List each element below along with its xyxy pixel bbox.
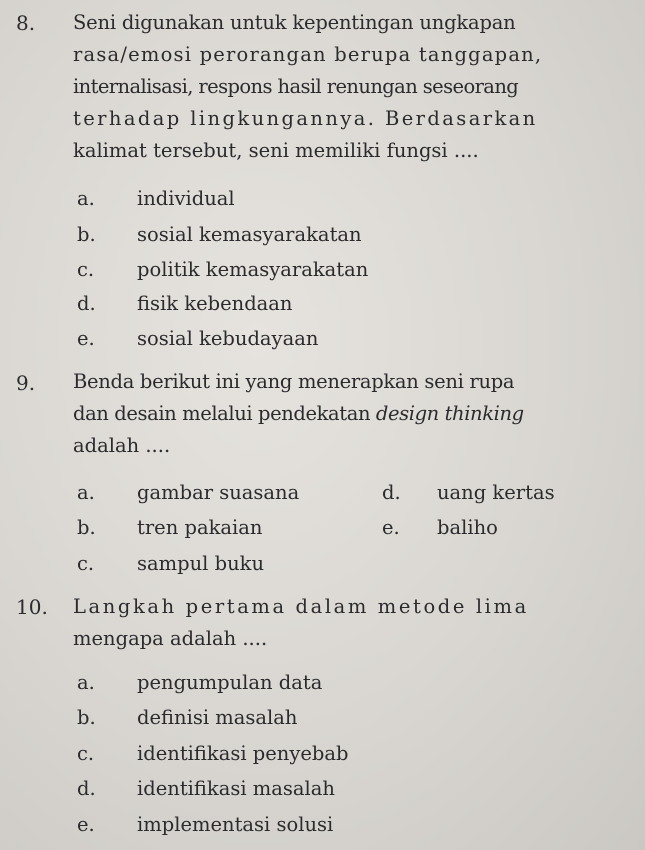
option-letter: a. — [77, 671, 95, 694]
question-stem — [73, 7, 633, 167]
option-letter: c. — [77, 742, 95, 765]
stem-text: dan desain melalui pendekatan — [73, 402, 376, 425]
option-letter: d. — [382, 481, 401, 504]
option-d — [382, 478, 555, 508]
option-letter: a. — [77, 481, 95, 504]
option-text: definisi masalah — [137, 706, 298, 729]
stem-line: internalisasi, respons hasil renungan seseorang — [73, 75, 519, 98]
option-letter: e. — [77, 327, 95, 350]
option-letter: c. — [77, 258, 95, 281]
option-e — [382, 513, 498, 543]
option-c — [77, 739, 349, 769]
option-c — [77, 549, 264, 579]
option-text: uang kertas — [437, 481, 555, 504]
option-text: implementasi solusi — [137, 813, 334, 836]
stem-line: mengapa adalah .... — [73, 627, 268, 650]
question-number: 10. — [16, 595, 48, 619]
option-a — [77, 668, 322, 698]
option-text: gambar suasana — [137, 481, 300, 504]
question-number: 9. — [16, 371, 36, 395]
question-stem — [73, 366, 633, 462]
stem-line: Langkah pertama dalam metode lima — [73, 595, 529, 618]
question-stem — [73, 591, 633, 655]
option-letter: e. — [77, 813, 95, 836]
option-d — [77, 774, 335, 804]
option-letter: e. — [382, 516, 400, 539]
option-e — [77, 324, 318, 354]
stem-line: Benda berikut ini yang menerapkan seni rupa — [73, 370, 515, 393]
option-d — [77, 289, 293, 319]
option-a — [77, 184, 235, 214]
option-b — [77, 513, 262, 543]
stem-line: adalah .... — [73, 434, 171, 457]
option-letter: a. — [77, 187, 95, 210]
option-letter: b. — [77, 516, 96, 539]
option-text: fisik kebendaan — [137, 292, 293, 315]
option-text: pengumpulan data — [137, 671, 323, 694]
option-text: individual — [137, 187, 235, 210]
option-text: politik kemasyarakatan — [137, 258, 369, 281]
option-text: baliho — [437, 516, 498, 539]
option-text: sampul buku — [137, 552, 265, 575]
stem-line: Seni digunakan untuk kepentingan ungkapan — [73, 11, 516, 34]
stem-line: terhadap lingkungannya. Berdasarkan — [73, 107, 538, 130]
stem-italic-term: design thinking — [375, 402, 524, 425]
stem-line: rasa/emosi perorangan berupa tanggapan, — [73, 43, 543, 66]
option-e — [77, 810, 333, 840]
option-a — [77, 478, 299, 508]
option-text: identifikasi masalah — [137, 777, 335, 800]
option-letter: d. — [77, 777, 96, 800]
option-text: sosial kemasyarakatan — [137, 223, 362, 246]
option-letter: d. — [77, 292, 96, 315]
option-letter: b. — [77, 706, 96, 729]
option-letter: b. — [77, 223, 96, 246]
option-letter: c. — [77, 552, 95, 575]
stem-line: kalimat tersebut, seni memiliki fungsi .... — [73, 139, 479, 162]
option-text: identifikasi penyebab — [137, 742, 349, 765]
option-c — [77, 255, 368, 285]
option-text: tren pakaian — [137, 516, 263, 539]
option-text: sosial kebudayaan — [137, 327, 319, 350]
stem-line — [73, 398, 633, 430]
option-b — [77, 220, 362, 250]
option-b — [77, 703, 297, 733]
question-number: 8. — [16, 11, 36, 35]
